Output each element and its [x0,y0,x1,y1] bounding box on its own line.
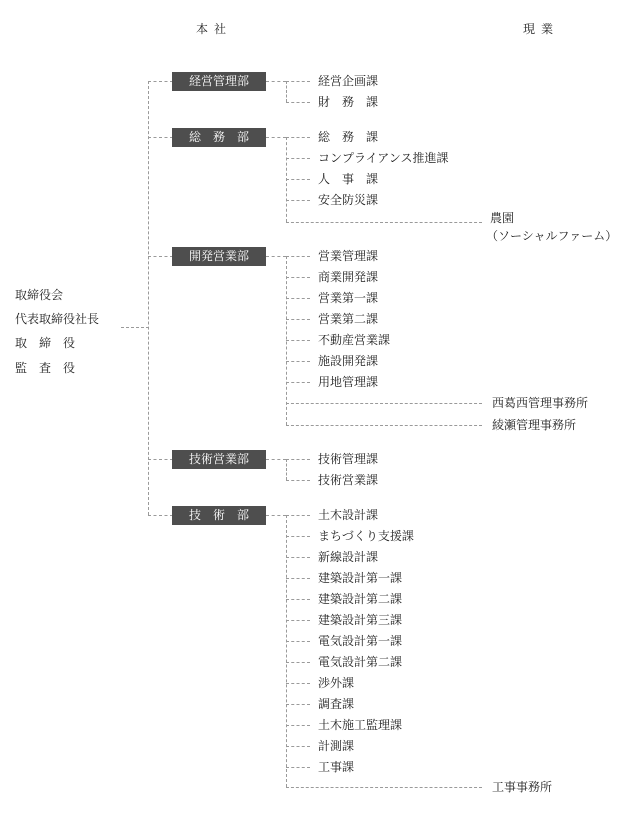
section-item: 総 務 課 [318,130,379,144]
connector [286,81,287,102]
section-item: 技術営業課 [318,473,379,487]
connector [286,361,310,362]
connector [286,683,310,684]
connector [286,179,310,180]
section-item: 経営企画課 [318,74,379,88]
exec-auditors: 監 査 役 [15,361,76,375]
section-item: 安全防災課 [318,193,379,207]
section-item: 電気設計第二課 [318,655,403,669]
connector [286,725,310,726]
section-item: 不動産営業課 [318,333,391,347]
connector [286,158,310,159]
connector [266,137,286,138]
section-item: 土木設計課 [318,508,379,522]
connector [286,200,310,201]
connector [286,256,310,257]
section-item: 営業第一課 [318,291,379,305]
connector-dept-3 [148,256,173,257]
connector-exec [121,327,149,328]
connector [286,641,310,642]
section-item: 技術管理課 [318,452,379,466]
connector [286,578,310,579]
section-item: 建築設計第三課 [318,613,403,627]
section-item: 営業第二課 [318,312,379,326]
dept-gijutsu: 技 術 部 [172,506,266,525]
connector [286,557,310,558]
section-item: 建築設計第二課 [318,592,403,606]
site-item: 西葛西管理事務所 [492,396,589,410]
connector [286,662,310,663]
connector [286,536,310,537]
connector [286,704,310,705]
site-item: 工事事務所 [492,780,553,794]
connector-dept-4 [148,459,173,460]
dept-gijutsu-eigyo: 技術営業部 [172,450,266,469]
section-item: 営業管理課 [318,249,379,263]
connector [286,746,310,747]
section-item: まちづくり支援課 [318,529,414,543]
connector [286,599,310,600]
dept-somu: 総 務 部 [172,128,266,147]
connector-dept-1 [148,81,173,82]
connector [286,515,310,516]
connector [286,102,310,103]
connector [266,515,286,516]
section-item: 施設開発課 [318,354,379,368]
dept-kaihatsu-eigyo: 開発営業部 [172,247,266,266]
site-item: 農園 [490,211,515,225]
site-item: （ソーシャルファーム） [486,229,618,243]
section-item: 調査課 [318,697,355,711]
exec-president: 代表取締役社長 [15,312,100,326]
dept-keiei-kanri: 経営管理部 [172,72,266,91]
connector-site [286,787,482,788]
connector-site [286,222,482,223]
connector [286,340,310,341]
section-item: 計測課 [318,739,355,753]
connector-dept-2 [148,137,173,138]
section-item: 工事課 [318,760,355,774]
connector [266,81,286,82]
connector [286,459,287,480]
site-item: 綾瀬管理事務所 [492,418,577,432]
connector-site [286,403,482,404]
section-item: 用地管理課 [318,375,379,389]
section-item: 人 事 課 [318,172,379,186]
header-honsha: 本社 [196,22,233,36]
section-item: コンプライアンス推進課 [318,151,449,165]
section-item: 商業開発課 [318,270,379,284]
exec-board: 取締役会 [15,288,64,302]
connector [266,256,286,257]
connector [286,620,310,621]
connector-site [286,425,482,426]
connector [286,382,310,383]
section-item: 新線設計課 [318,550,379,564]
connector [286,298,310,299]
connector [286,137,310,138]
connector [286,459,310,460]
section-item: 土木施工監理課 [318,718,403,732]
connector [286,480,310,481]
connector-dept-5 [148,515,173,516]
connector [266,459,286,460]
connector [286,81,310,82]
connector [286,319,310,320]
connector [286,767,310,768]
section-item: 建築設計第一課 [318,571,403,585]
header-genba: 現業 [523,22,560,36]
connector-spine [148,81,149,515]
connector [286,277,310,278]
section-item: 財 務 課 [318,95,379,109]
section-item: 電気設計第一課 [318,634,403,648]
exec-directors: 取 締 役 [15,336,76,350]
section-item: 渉外課 [318,676,355,690]
